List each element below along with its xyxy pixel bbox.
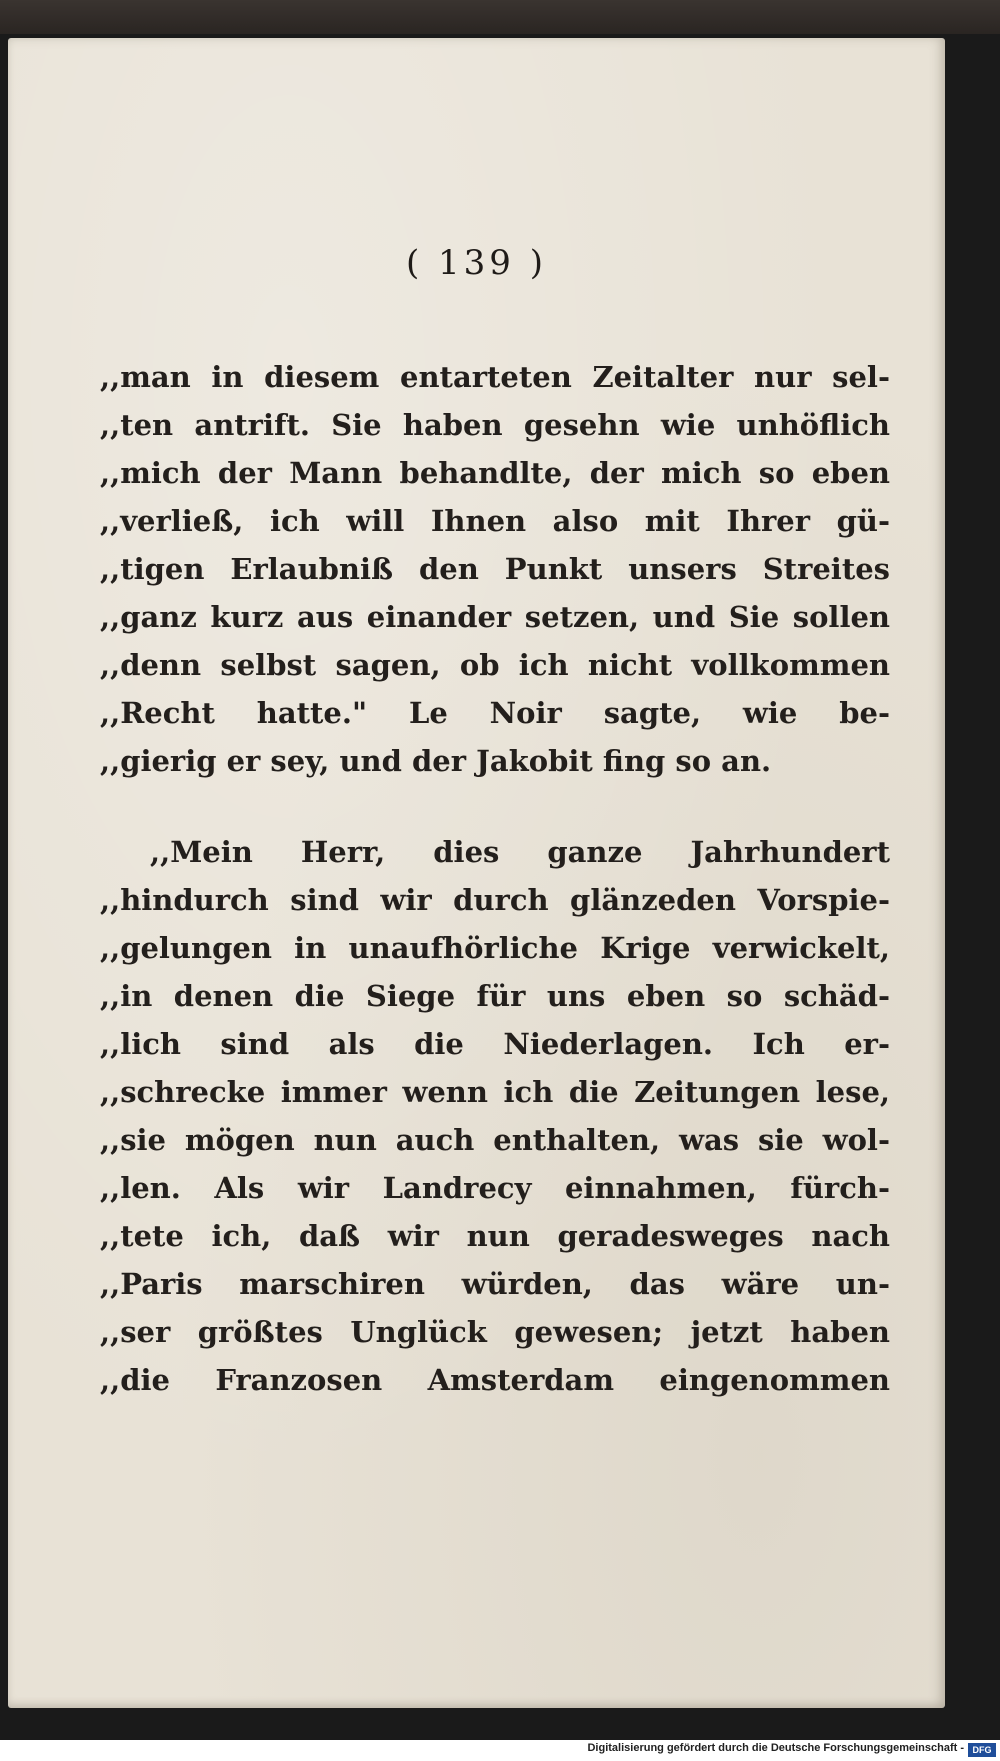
text-line: ,,verließ, ich will Ihnen also mit Ihrer gü- (100, 504, 890, 538)
text-line: ,,in denen die Siege für uns eben so schäd- (100, 979, 890, 1013)
book-top-edge (0, 0, 1000, 34)
text-line: ,,denn selbst sagen, ob ich nicht vollkommen (100, 648, 890, 682)
funding-credit: Digitalisierung gefördert durch die Deutsche Forschungsgemeinschaft - (587, 1742, 964, 1754)
text-line: ,,tete ich, daß wir nun geradesweges nach (100, 1219, 890, 1253)
text-line: ,,lich sind als die Niederlagen. Ich er- (100, 1027, 890, 1061)
page-number: ( 139 ) (405, 243, 548, 283)
text-line: ,,mich der Mann behandlte, der mich so eben (100, 456, 890, 490)
text-line: ,,gierig er sey, und der Jakobit fing so an. (100, 744, 772, 778)
text-line: ,,ganz kurz aus einander setzen, und Sie sollen (100, 600, 890, 634)
text-line: ,,tigen Erlaubniß den Punkt unsers Streites (100, 552, 890, 586)
text-line: ,,man in diesem entarteten Zeitalter nur sel- (100, 360, 890, 394)
text-line: ,,Paris marschiren würden, das wäre un- (100, 1267, 890, 1301)
text-line: ,,len. Als wir Landrecy einnahmen, fürch- (100, 1171, 890, 1205)
text-line: ,,Mein Herr, dies ganze Jahrhundert (150, 835, 890, 869)
paragraph-2 (100, 828, 890, 1404)
paragraph-1 (100, 353, 890, 785)
text-line: ,,ten antrift. Sie haben gesehn wie unhöflich (100, 408, 890, 442)
text-line: ,,hindurch sind wir durch glänzeden Vorspie- (100, 883, 890, 917)
text-line: ,,schrecke immer wenn ich die Zeitungen lese, (100, 1075, 890, 1109)
text-line: ,,ser größtes Unglück gewesen; jetzt haben (100, 1315, 890, 1349)
text-line: ,,Recht hatte." Le Noir sagte, wie be- (100, 696, 890, 730)
book-page (8, 38, 945, 1708)
text-line: ,,sie mögen nun auch enthalten, was sie wol- (100, 1123, 890, 1157)
text-line: ,,die Franzosen Amsterdam eingenommen (100, 1363, 890, 1397)
dfg-logo-icon: DFG (968, 1743, 996, 1757)
text-line: ,,gelungen in unaufhörliche Krige verwickelt, (100, 931, 890, 965)
